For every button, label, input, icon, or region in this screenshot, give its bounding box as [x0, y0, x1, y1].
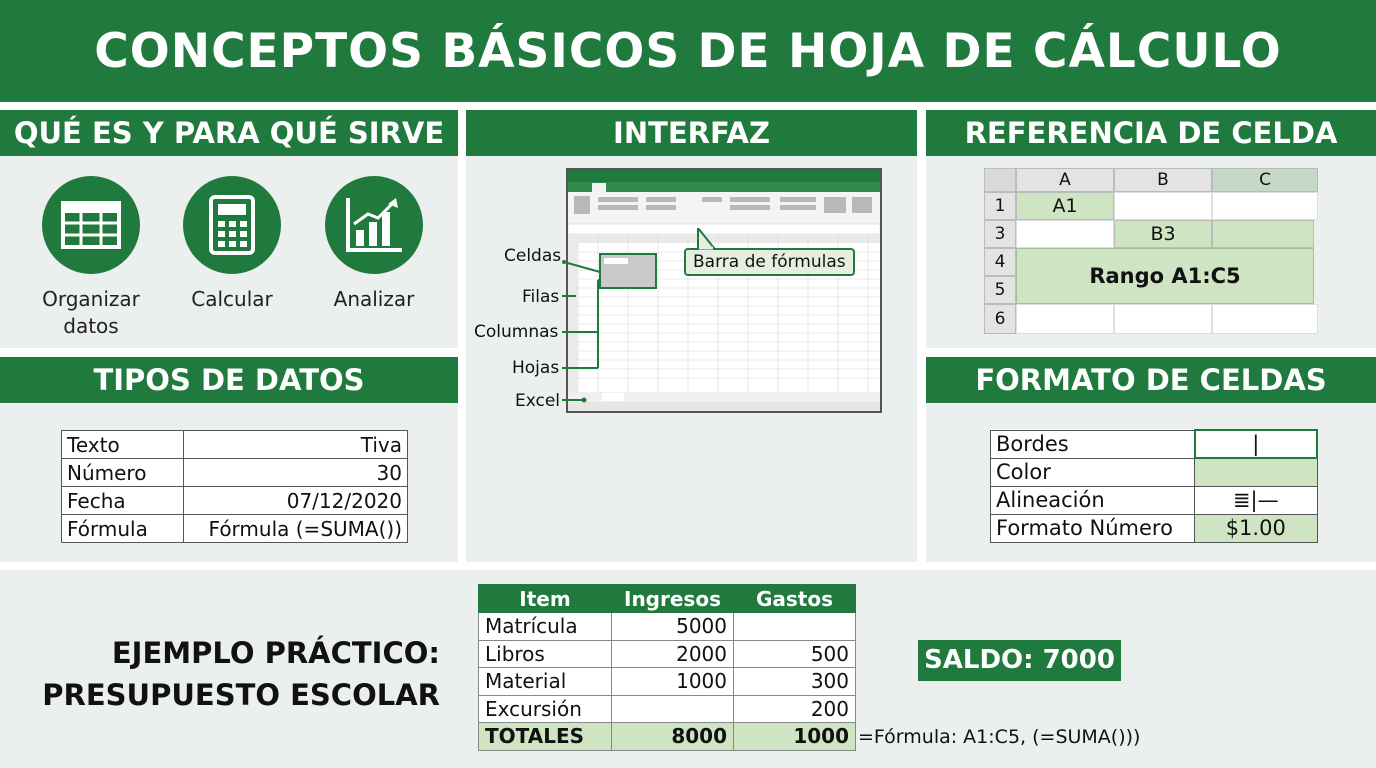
feature-label-line2: datos — [63, 314, 119, 338]
budget-gastos: 500 — [734, 640, 856, 668]
page-title: CONCEPTOS BÁSICOS DE HOJA DE CÁLCULO — [94, 23, 1282, 79]
ejemplo-title — [40, 632, 440, 716]
formato-label: Color — [991, 458, 1195, 486]
label-filas: Filas — [522, 287, 560, 307]
table-row — [991, 486, 1318, 514]
panel-tipos-heading: TIPOS DE DATOS — [0, 357, 458, 403]
label-columnas: Columnas — [474, 322, 559, 342]
budget-table — [478, 584, 856, 751]
label-hojas: Hojas — [512, 358, 560, 378]
title-bar — [0, 0, 1376, 102]
col-header-c: C — [1212, 168, 1318, 192]
feature-analizar — [309, 176, 439, 313]
range-a1-c5: Rango A1:C5 — [1016, 248, 1314, 304]
formula-bar-callout: Barra de fórmulas — [684, 248, 855, 276]
col-header-a: A — [1016, 168, 1114, 192]
panel-formato-heading: FORMATO DE CELDAS — [926, 357, 1376, 403]
panel-tipos — [0, 357, 458, 562]
budget-item: Matrícula — [479, 613, 612, 641]
tipo-label: Texto — [62, 431, 184, 459]
reference-grid — [984, 168, 1318, 338]
table-row — [991, 458, 1318, 486]
totals-row — [479, 723, 856, 751]
budget-item: Excursión — [479, 695, 612, 723]
formato-table — [990, 429, 1318, 543]
row-header-3: 3 — [984, 220, 1016, 248]
label-excel: Excel — [515, 391, 561, 411]
budget-totals-gastos: 1000 — [734, 723, 856, 751]
row-header-4: 4 — [984, 248, 1016, 276]
col-header-b: B — [1114, 168, 1212, 192]
panel-interfaz-heading: INTERFAZ — [466, 110, 917, 156]
tipo-value: 30 — [184, 459, 408, 487]
budget-item: Libros — [479, 640, 612, 668]
feature-label: Analizar — [333, 287, 415, 311]
col-header-gastos: Gastos — [734, 585, 856, 613]
budget-ingresos: 2000 — [612, 640, 734, 668]
tipo-label: Fórmula — [62, 515, 184, 543]
feature-label: Organizar — [42, 287, 140, 311]
panel-referencia-heading: REFERENCIA DE CELDA — [926, 110, 1376, 156]
ejemplo-title-line2: PRESUPUESTO ESCOLAR — [42, 678, 440, 712]
table-icon — [42, 176, 140, 274]
saldo-badge: SALDO: 7000 — [918, 640, 1121, 681]
budget-gastos: 300 — [734, 668, 856, 696]
panel-formato — [926, 357, 1376, 562]
col-header-ingresos: Ingresos — [612, 585, 734, 613]
budget-ingresos: 1000 — [612, 668, 734, 696]
cell-b3: B3 — [1114, 220, 1212, 248]
formato-sample-alineacion: ≣|— — [1195, 486, 1318, 514]
callout-pointer — [694, 228, 718, 250]
budget-gastos: 200 — [734, 695, 856, 723]
table-row — [479, 695, 856, 723]
label-celdas: Celdas — [504, 246, 562, 266]
table-row — [62, 431, 408, 459]
tipo-value: Tiva — [184, 431, 408, 459]
formato-label: Alineación — [991, 486, 1195, 514]
tipo-label: Número — [62, 459, 184, 487]
formato-label: Bordes — [991, 430, 1195, 458]
formato-sample-color — [1195, 458, 1318, 486]
col-header-item: Item — [479, 585, 612, 613]
table-row — [62, 487, 408, 515]
calculator-icon — [183, 176, 281, 274]
feature-calcular — [167, 176, 297, 313]
ejemplo-title-line1: EJEMPLO PRÁCTICO: — [111, 636, 440, 670]
panel-que-es-heading: QUÉ ES Y PARA QUÉ SIRVE — [0, 110, 458, 156]
budget-ingresos — [612, 695, 734, 723]
budget-gastos — [734, 613, 856, 641]
panel-que-es — [0, 110, 458, 348]
table-row — [62, 515, 408, 543]
budget-totals-ingresos: 8000 — [612, 723, 734, 751]
budget-ingresos: 5000 — [612, 613, 734, 641]
table-row — [991, 514, 1318, 542]
formato-sample-bordes: | — [1195, 430, 1318, 458]
budget-item: Material — [479, 668, 612, 696]
formato-sample-numero: $1.00 — [1195, 514, 1318, 542]
tipo-value: Fórmula (=SUMA()) — [184, 515, 408, 543]
table-row — [62, 459, 408, 487]
table-header-row — [479, 585, 856, 613]
tipo-label: Fecha — [62, 487, 184, 515]
row-header-1: 1 — [984, 192, 1016, 220]
row-header-6: 6 — [984, 304, 1016, 334]
feature-list — [0, 176, 458, 366]
cell-a1: A1 — [1016, 192, 1114, 220]
table-row — [479, 613, 856, 641]
table-row — [479, 668, 856, 696]
formato-label: Formato Número — [991, 514, 1195, 542]
feature-label: Calcular — [191, 287, 273, 311]
callout-lines — [558, 250, 668, 410]
feature-organizar — [26, 176, 156, 340]
tipo-value: 07/12/2020 — [184, 487, 408, 515]
bar-chart-icon — [325, 176, 423, 274]
budget-totals-label: TOTALES — [479, 723, 612, 751]
formula-note: =Fórmula: A1:C5, (=SUMA())) — [858, 726, 1141, 748]
table-row — [991, 430, 1318, 458]
row-header-5: 5 — [984, 276, 1016, 304]
table-row — [479, 640, 856, 668]
tipos-table — [61, 430, 408, 543]
